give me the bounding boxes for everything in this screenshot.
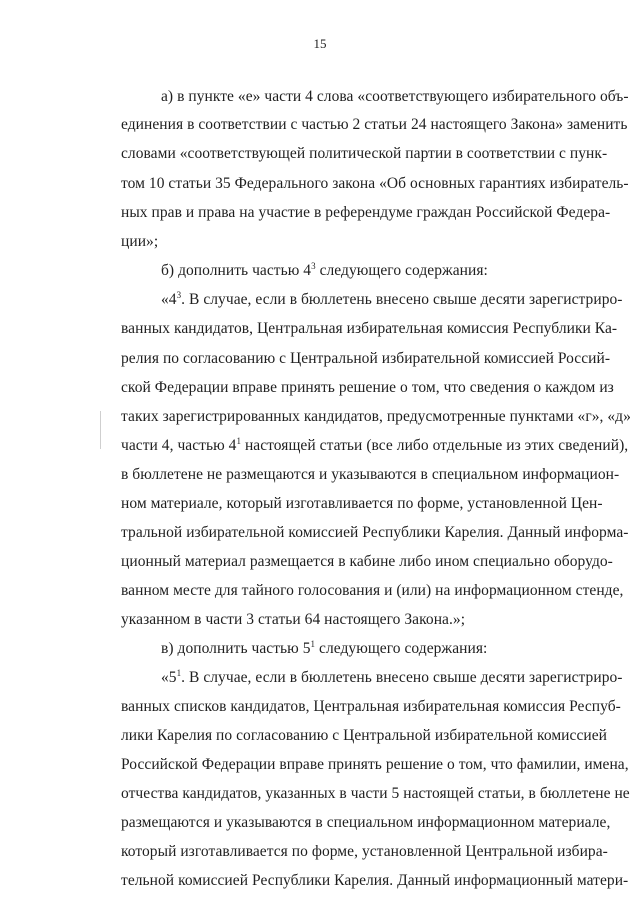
text-line: тральной избирательной комиссией Республики Карелия. Данный информа- (121, 524, 629, 541)
text-line: ном материале, который изготавливается по форме, установленной Цен- (121, 495, 603, 512)
margin-mark (100, 411, 101, 449)
text-line: релия по согласованию с Центральной избирательной комиссией Россий- (121, 350, 611, 367)
text-line: размещаются и указываются в специальном информационном материале, (121, 814, 611, 831)
text-line: таких зарегистрированных кандидатов, предусмотренные пунктами «г», «д» (121, 408, 631, 425)
text-line: «$4^3$. В случае, если в бюллетень внесено свыше десяти зарегистриро- (161, 290, 623, 308)
text-line: который изготавливается по форме, установленной Центральной избира- (121, 843, 608, 860)
text-line: ванном месте для тайного голосования и (или) на информационном стенде, (121, 582, 624, 599)
text-line: б) дополнить частью $4^3$ следующего содержания: (161, 261, 488, 279)
text-line: ванных кандидатов, Центральная избирательная комиссия Республики Ка- (121, 320, 618, 337)
text-line: части 4, частью $4^1$ настоящей статьи (все либо отдельные из этих сведений), (121, 436, 629, 454)
text-line: том 10 статьи 35 Федерального закона «Об основных гарантиях избиратель- (121, 175, 629, 192)
text-line: в бюллетене не размещаются и указываются в специальном информацион- (121, 466, 620, 483)
text-line: ных прав и права на участие в референдуме граждан Российской Федера- (121, 204, 611, 221)
text-line: «$5^1$. В случае, если в бюллетень внесено свыше десяти зарегистриро- (161, 668, 623, 686)
text-line: словами «соответствующей политической партии в соответствии с пунк- (121, 145, 608, 162)
text-line: в) дополнить частью $5^1$ следующего содержания: (161, 639, 488, 657)
text-line: тельной комиссией Республики Карелия. Данный информационный матери- (121, 872, 629, 889)
text-line: единения в соответствии с частью 2 статьи 24 настоящего Закона» заменить (121, 116, 628, 133)
text-line: ской Федерации вправе принять решение о том, что сведения о каждом из (121, 379, 614, 396)
page-number: 15 (313, 36, 327, 51)
text-line: лики Карелия по согласованию с Центральной избирательной комиссией (121, 727, 608, 744)
text-line: отчества кандидатов, указанных в части 5 настоящей статьи, в бюллетене не (121, 785, 630, 802)
text-line: ции»; (121, 233, 159, 250)
text-line: указанном в части 3 статьи 64 настоящего Закона.»; (121, 611, 466, 628)
text-line: Российской Федерации вправе принять решение о том, что фамилии, имена, (121, 756, 629, 773)
text-line: ционный материал размещается в кабине либо ином специально оборудо- (121, 553, 613, 570)
text-line: ванных списков кандидатов, Центральная избирательная комиссия Респуб- (121, 698, 621, 715)
text-line: а) в пункте «е» части 4 слова «соответствующего избирательного объ- (161, 88, 629, 105)
